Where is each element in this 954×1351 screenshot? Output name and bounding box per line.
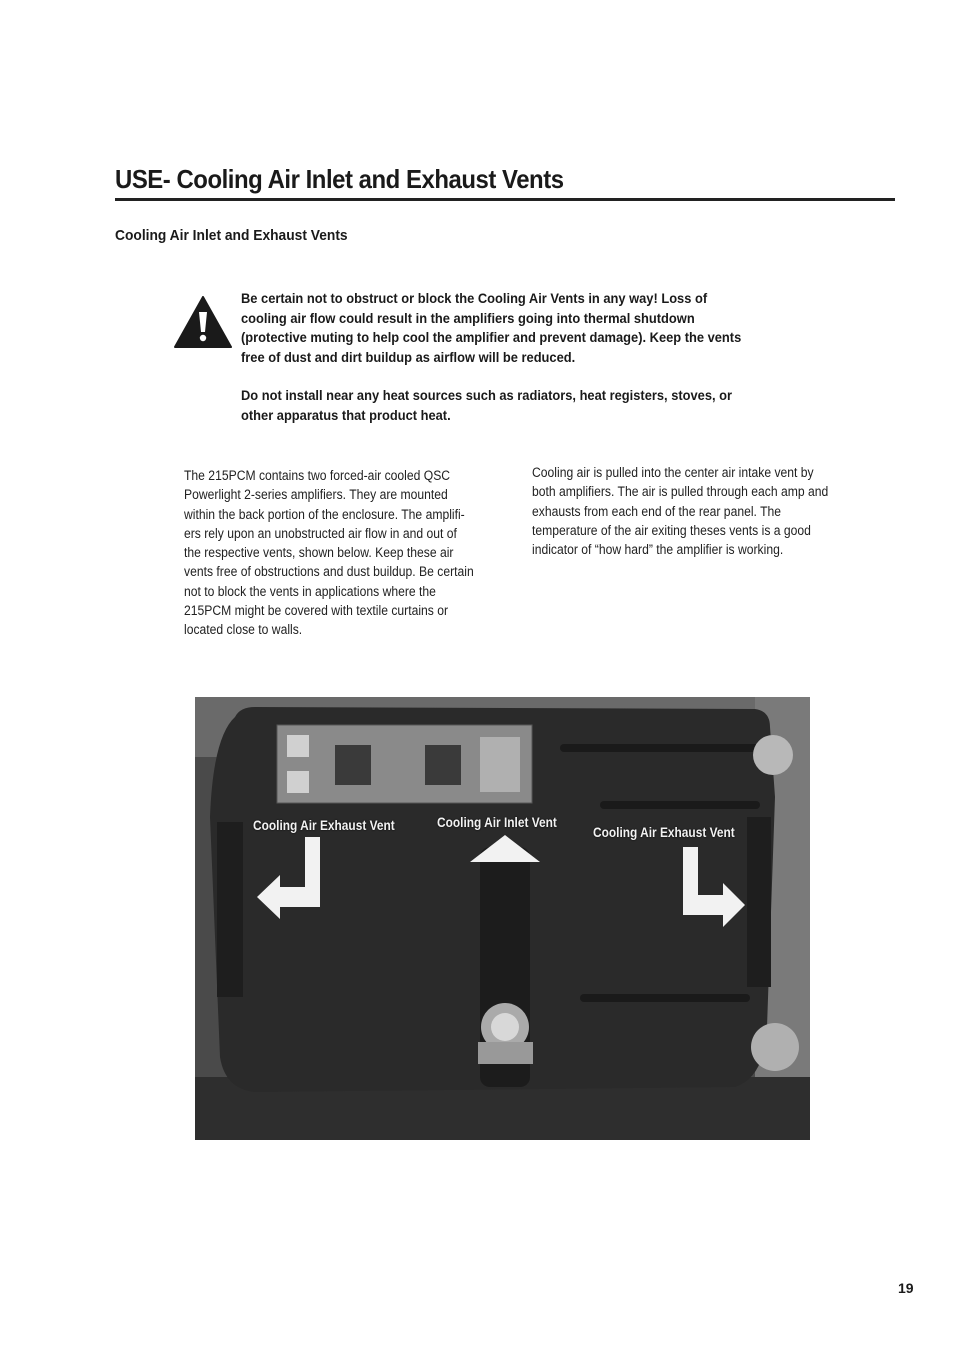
- warning-line: Be certain not to obstruct or block the Cooling Air Vents in any way! Loss of: [241, 290, 708, 306]
- body-line: the respective vents, shown below. Keep these air: [184, 545, 454, 561]
- exhaust-vent-left-label: Cooling Air Exhaust Vent: [253, 817, 395, 833]
- warning-text: [241, 289, 801, 425]
- warning-line: free of dust and dirt buildup as airflow will be reduced.: [241, 348, 576, 365]
- warning-line: Do not install near any heat sources such as radiators, heat registers, stoves, or: [241, 387, 733, 403]
- warning-line: (protective muting to help cool the amplifier and prevent damage). Keep the vents: [241, 329, 742, 345]
- title-divider: [115, 198, 895, 201]
- body-line: ers rely upon an unobstructed air flow in and out of: [184, 525, 457, 541]
- body-line: located close to walls.: [184, 622, 303, 638]
- section-heading: Cooling Air Inlet and Exhaust Vents: [115, 227, 348, 244]
- page-number: 19: [898, 1280, 914, 1296]
- body-left-column: [184, 466, 514, 640]
- body-line: Powerlight 2-series amplifiers. They are mounted: [184, 487, 448, 503]
- body-line: vents free of obstructions and dust buildup. Be certain: [184, 564, 474, 580]
- rear-panel-illustration: [195, 697, 810, 1140]
- body-line: indicator of “how hard” the amplifier is working.: [532, 542, 784, 558]
- exhaust-vent-right-label: Cooling Air Exhaust Vent: [593, 824, 735, 840]
- page-title: USE- Cooling Air Inlet and Exhaust Vents: [115, 164, 564, 194]
- rear-panel-photo: [195, 697, 810, 1140]
- inlet-vent-label: Cooling Air Inlet Vent: [437, 814, 557, 830]
- body-line: 215PCM might be covered with textile curtains or: [184, 603, 449, 619]
- body-line: both amplifiers. The air is pulled through each amp and: [532, 484, 829, 500]
- body-line: The 215PCM contains two forced-air cooled QSC: [184, 468, 451, 483]
- warning-line: cooling air flow could result in the amplifiers going into thermal shutdown: [241, 309, 695, 326]
- warning-triangle-icon: [174, 296, 232, 348]
- body-line: exhausts from each end of the rear panel. The: [532, 503, 782, 519]
- body-line: not to block the vents in applications where the: [184, 583, 436, 599]
- warning-line: other apparatus that product heat.: [241, 406, 451, 423]
- body-line: temperature of the air exiting theses vents is a good: [532, 522, 811, 538]
- body-line: within the back portion of the enclosure. The amplifi-: [184, 506, 465, 522]
- body-right-column: [532, 463, 872, 559]
- body-line: Cooling air is pulled into the center air intake vent by: [532, 465, 814, 480]
